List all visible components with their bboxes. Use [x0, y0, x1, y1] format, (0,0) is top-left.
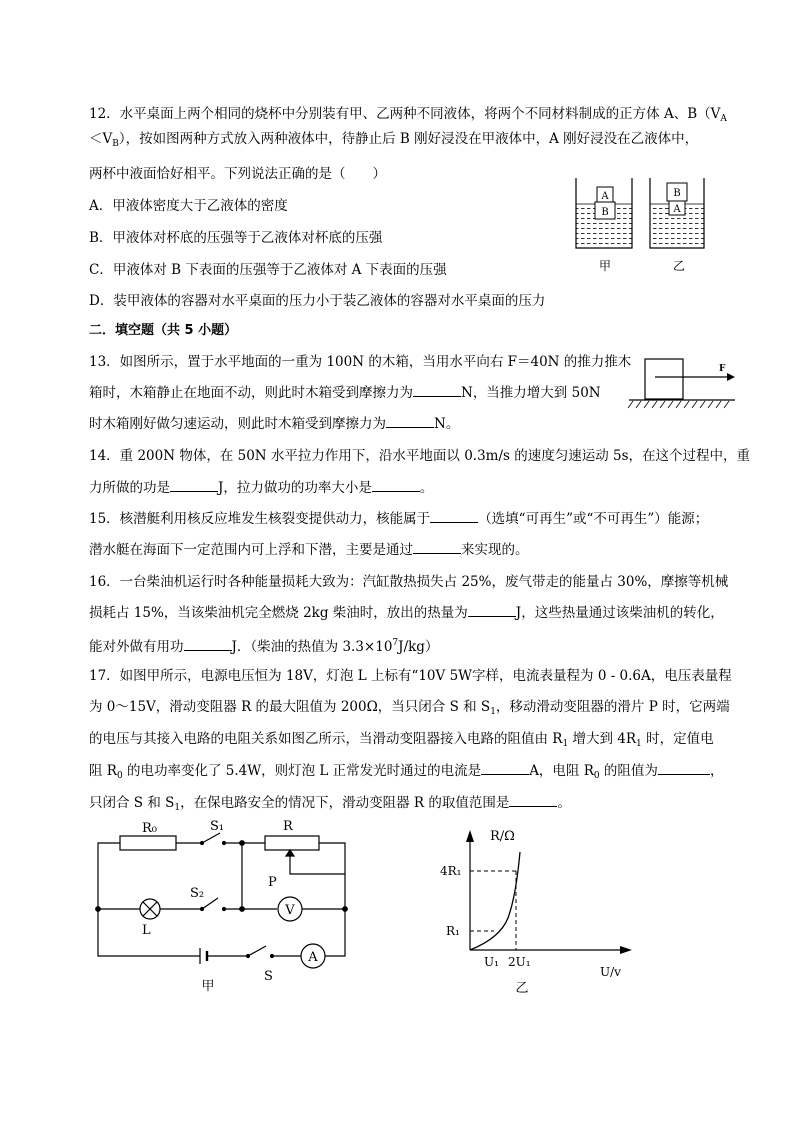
switch-s [248, 946, 266, 956]
label-s2: S₂ [190, 886, 205, 901]
q13-line1: 13．如图所示，置于水平地面的一重为 100N 的木箱，当用水平向右 F＝40N 的推力推木 [89, 354, 632, 370]
q13-box-figure [627, 357, 737, 413]
svg-text:B: B [601, 207, 609, 218]
q17-r-u-graph [440, 826, 640, 998]
q14-blank-2[interactable] [372, 479, 420, 492]
q12-beakers-figure [575, 176, 705, 276]
q13-blank-2[interactable] [386, 415, 434, 428]
label-r0: R₀ [142, 821, 157, 836]
force-label: F [719, 364, 726, 374]
q15-blank-1[interactable] [430, 510, 478, 523]
graph-ytick-r1: R₁ [446, 924, 460, 938]
q16-line1: 16．一台柴油机运行时各种能量损耗大致为：汽缸散热损失占 25%，废气带走的能量占 30%，摩擦等机械 [89, 574, 729, 590]
beaker-label-jia: 甲 [598, 259, 612, 273]
q17-line3: 的电压与其接入电路的电阻关系如图乙所示，当滑动变阻器接入电路的阻值由 $R_1$ 增大到 $4R_1$ 时，定值电 [89, 731, 714, 749]
q17-line2: 为 0～15V，滑动变阻器 R 的最大阻值为 200Ω，当只闭合 S 和 $S_1$，移动滑动变阻器的滑片 P 时，它两端 [89, 699, 730, 717]
beaker-jia [576, 178, 632, 248]
q17-line4: 阻 $R_0$ 的电功率变化了 5.4W，则灯泡 L 正常发光时通过的电流是 A，电阻 $R_0$ 的阻值为 ， [89, 763, 724, 781]
q13-line3: 时木箱刚好做匀速运动，则此时木箱受到摩擦力为 N。 [89, 416, 460, 432]
wooden-box [645, 359, 683, 399]
graph-xtick-u1: U₁ [484, 955, 499, 969]
label-p: P [268, 875, 277, 890]
r-u-curve [470, 852, 520, 950]
q12-option-a: A．甲液体密度大于乙液体的密度 [89, 198, 288, 214]
q16-line3: 能对外做有用功 J．（柴油的热值为 $3.3\times 10^7J/kg$） [89, 638, 439, 655]
graph-caption: 乙 [515, 981, 529, 996]
q17-circuit-diagram [90, 816, 360, 996]
switch-s2 [202, 898, 218, 909]
label-r: R [283, 819, 293, 834]
q12-option-c: C．甲液体对 B 下表面的压强等于乙液体对 A 下表面的压强 [89, 262, 447, 278]
q13-line2: 箱时，木箱静止在地面不动，则此时木箱受到摩擦力为 N，当推力增大到 50N [89, 385, 601, 401]
graph-xlabel: U/v [600, 965, 621, 979]
svg-text:A: A [673, 204, 681, 215]
q12-option-b: B．甲液体对杯底的压强等于乙液体对杯底的压强 [89, 230, 383, 246]
section-heading-fill-blank: 二．填空题（共 5 小题） [89, 323, 238, 338]
q17-line5: 只闭合 S 和 $S_1$，在保电路安全的情况下，滑动变阻器 R 的取值范围是 。 [89, 795, 571, 813]
rheostat-r [265, 836, 319, 850]
q17-blank-3[interactable] [509, 794, 557, 807]
beaker-yi [650, 178, 705, 248]
q12-line2: $<V_B$），按如图两种方式放入两种液体中，待静止后 B 刚好浸没在甲液体中，A 刚好浸没在乙液体中， [89, 131, 699, 149]
svg-text:A: A [601, 191, 609, 202]
label-l: L [142, 923, 151, 938]
q15-blank-2[interactable] [413, 541, 461, 554]
circuit-caption: 甲 [201, 979, 215, 994]
q14-blank-1[interactable] [170, 479, 218, 492]
graph-xtick-2u1: 2U₁ [508, 955, 531, 969]
q15-line1: 15．核潜艇利用核反应堆发生核裂变提供动力，核能属于 （选填“可再生”或“不可再生”）能源； [89, 511, 709, 527]
q17-blank-2[interactable] [658, 762, 710, 775]
q13-blank-1[interactable] [413, 384, 461, 397]
q14-line2: 力所做的功是 J，拉力做功的功率大小是 。 [89, 480, 434, 496]
q14-line1: 14．重 200N 物体，在 50N 水平拉力作用下，沿水平地面以 0.3m/s 的速度匀速运动 5s，在这个过程中，重 [89, 448, 751, 464]
label-s: S [264, 969, 273, 984]
graph-ylabel: R/Ω [490, 829, 515, 844]
q12-line3: 两杯中液面恰好相平。下列说法正确的是（ ） [89, 166, 386, 182]
q12-line1: 12．水平桌面上两个相同的烧杯中分别装有甲、乙两种不同液体，将两个不同材料制成的正方体 A、$B(V_A$ [89, 106, 727, 124]
q17-line1: 17．如图甲所示，电源电压恒为 18V，灯泡 L 上标有“10V 5W字样，电流表量程为 0 - 0.6A，电压表量程 [89, 668, 732, 684]
svg-text:B: B [673, 188, 681, 199]
label-s1: S₁ [210, 819, 225, 834]
graph-ytick-4r1: 4R₁ [440, 864, 462, 878]
q16-blank-1[interactable] [468, 604, 516, 617]
q16-blank-2[interactable] [184, 638, 232, 651]
q15-line2: 潜水艇在海面下一定范围内可上浮和下潜，主要是通过 来实现的。 [89, 542, 529, 558]
beaker-label-yi: 乙 [672, 259, 686, 273]
q12-option-d: D．装甲液体的容器对水平桌面的压力小于装乙液体的容器对水平桌面的压力 [89, 293, 546, 309]
q17-blank-1[interactable] [481, 762, 529, 775]
switch-s1 [202, 833, 220, 843]
label-v: V [285, 903, 295, 918]
q16-line2: 损耗占 15%，当该柴油机完全燃烧 2kg 柴油时，放出的热量为 J，这些热量通过该柴油机的转化， [89, 605, 724, 621]
label-a: A [308, 950, 318, 965]
resistor-r0 [120, 836, 176, 850]
